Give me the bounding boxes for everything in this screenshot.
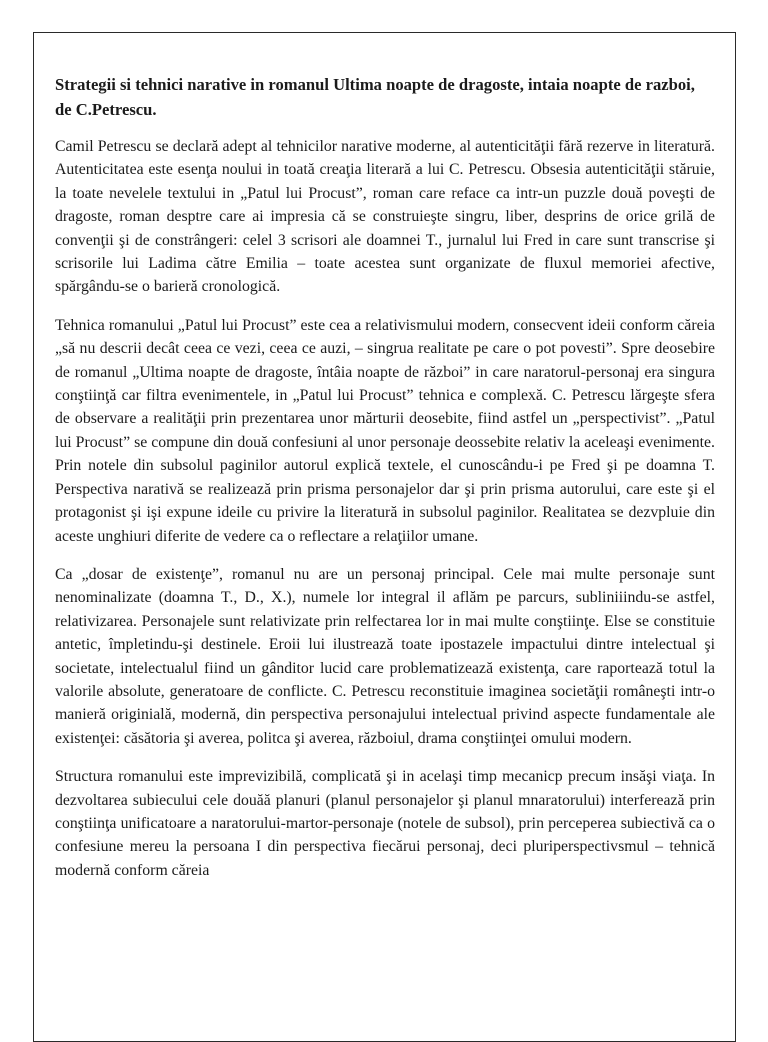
paragraph: Tehnica romanului „Patul lui Procust” este cea a relativismului modern, consecvent ideii conform căreia „să nu descrii decât ceea ce vezi, ceea ce auzi, – singrua realitate pe care o pot povesti”. Spre deosebire de romanul „Ultima noapte de dragoste, întâia noapte de război” in care naratorul-personaj era singura conştiinţă car filtra evenimentele, in „Patul lui Procust” tehnica e complexă. C. Petrescu lărgeşte sfera de observare a realităţii prin prezentarea unor mărturii deosebite, fiind astfel un „perspectivist”. „Patul lui Procust” se compune din două confesiuni al unor personaje deossebite relativ la aceleaşi evenimente. Prin notele din subsolul paginilor autorul explică textele, el cunoscându-i pe Fred şi pe doamna T. Perspectiva narativă se realizează prin prisma personajelor dar şi prin prisma autorului, care este şi el protagonist şi işi expune ideile cu privire la literatură in subsolul paginilor. Realitatea se dezvpluie din aceste unghiuri diferite de vedere ca o reflectare a relaţiilor umane. <box>55 316 715 545</box>
document-title: Strategii si tehnici narative in romanul Ultima noapte de dragoste, intaia noapte de razboi, de C.Petrescu. <box>55 75 695 119</box>
document-body <box>55 72 715 897</box>
paragraph: Camil Petrescu se declară adept al tehnicilor narative moderne, al autenticităţii fără rezerve in literatură. Autenticitatea este esenţa noului in toată creaţia literară a lui C. Petrescu. Obsesia autenticităţii stăruie, la toate nevelele textului in „Patul lui Procust”, roman care reface ca intr-un puzzle două poveşti de dragoste, roman desptre care ai impresia că se construieşte singru, liber, desprins de orice grilă de convenţii şi de constrângeri: celel 3 scrisori ale doamnei T., jurnalul lui Fred in care sunt transcrise şi scrisorile lui Ladima către Emilia – toate acestea sunt organizate de fluxul memoriei afective, spărgându-se o barieră cronologică. <box>55 138 715 296</box>
paragraph: Structura romanului este imprevizibilă, complicată şi in acelaşi timp mecanicp precum insăşi viaţa. In dezvoltarea subiecului cele douăă planuri (planul personajelor şi planul mnaratorului) interferează prin conştiinţa unificatoare a naratorului-martor-personaje (notele de subsol), prin perceperea subiectivă ca o confesiune mereu la persoana I din perspectiva fiecărui personaj, deci pluriperspectivsmul – tehnică modernă conform căreia <box>55 768 715 879</box>
document-page <box>33 32 736 1042</box>
paragraph: Ca „dosar de existenţe”, romanul nu are un personaj principal. Cele mai multe personaje sunt nenominalizate (doamna T., D., X.), numele lor integral il aflăm pe parcurs, subliniiindu-se astfel, relativizarea. Personajele sunt relativizate prin relfectarea lor in mai multe conştiinţe. Else se constituie antetic, împletindu-şi destinele. Eroii lui ilustrează toate ipostazele impactului dintre intelectual şi societate, intelectualul fiind un gânditor lucid care problematizează existenţa, care raportează totul la valorile absolute, generatoare de conflicte. C. Petrescu reconstituie imaginea societăţii româneşti intr-o manieră originială, modernă, din perspectiva personajului intelectual privind aspecte fundamentale ale existenţei: căsătoria şi averea, politca şi averea, războiul, drama conştiinţei omului modern. <box>55 565 715 747</box>
